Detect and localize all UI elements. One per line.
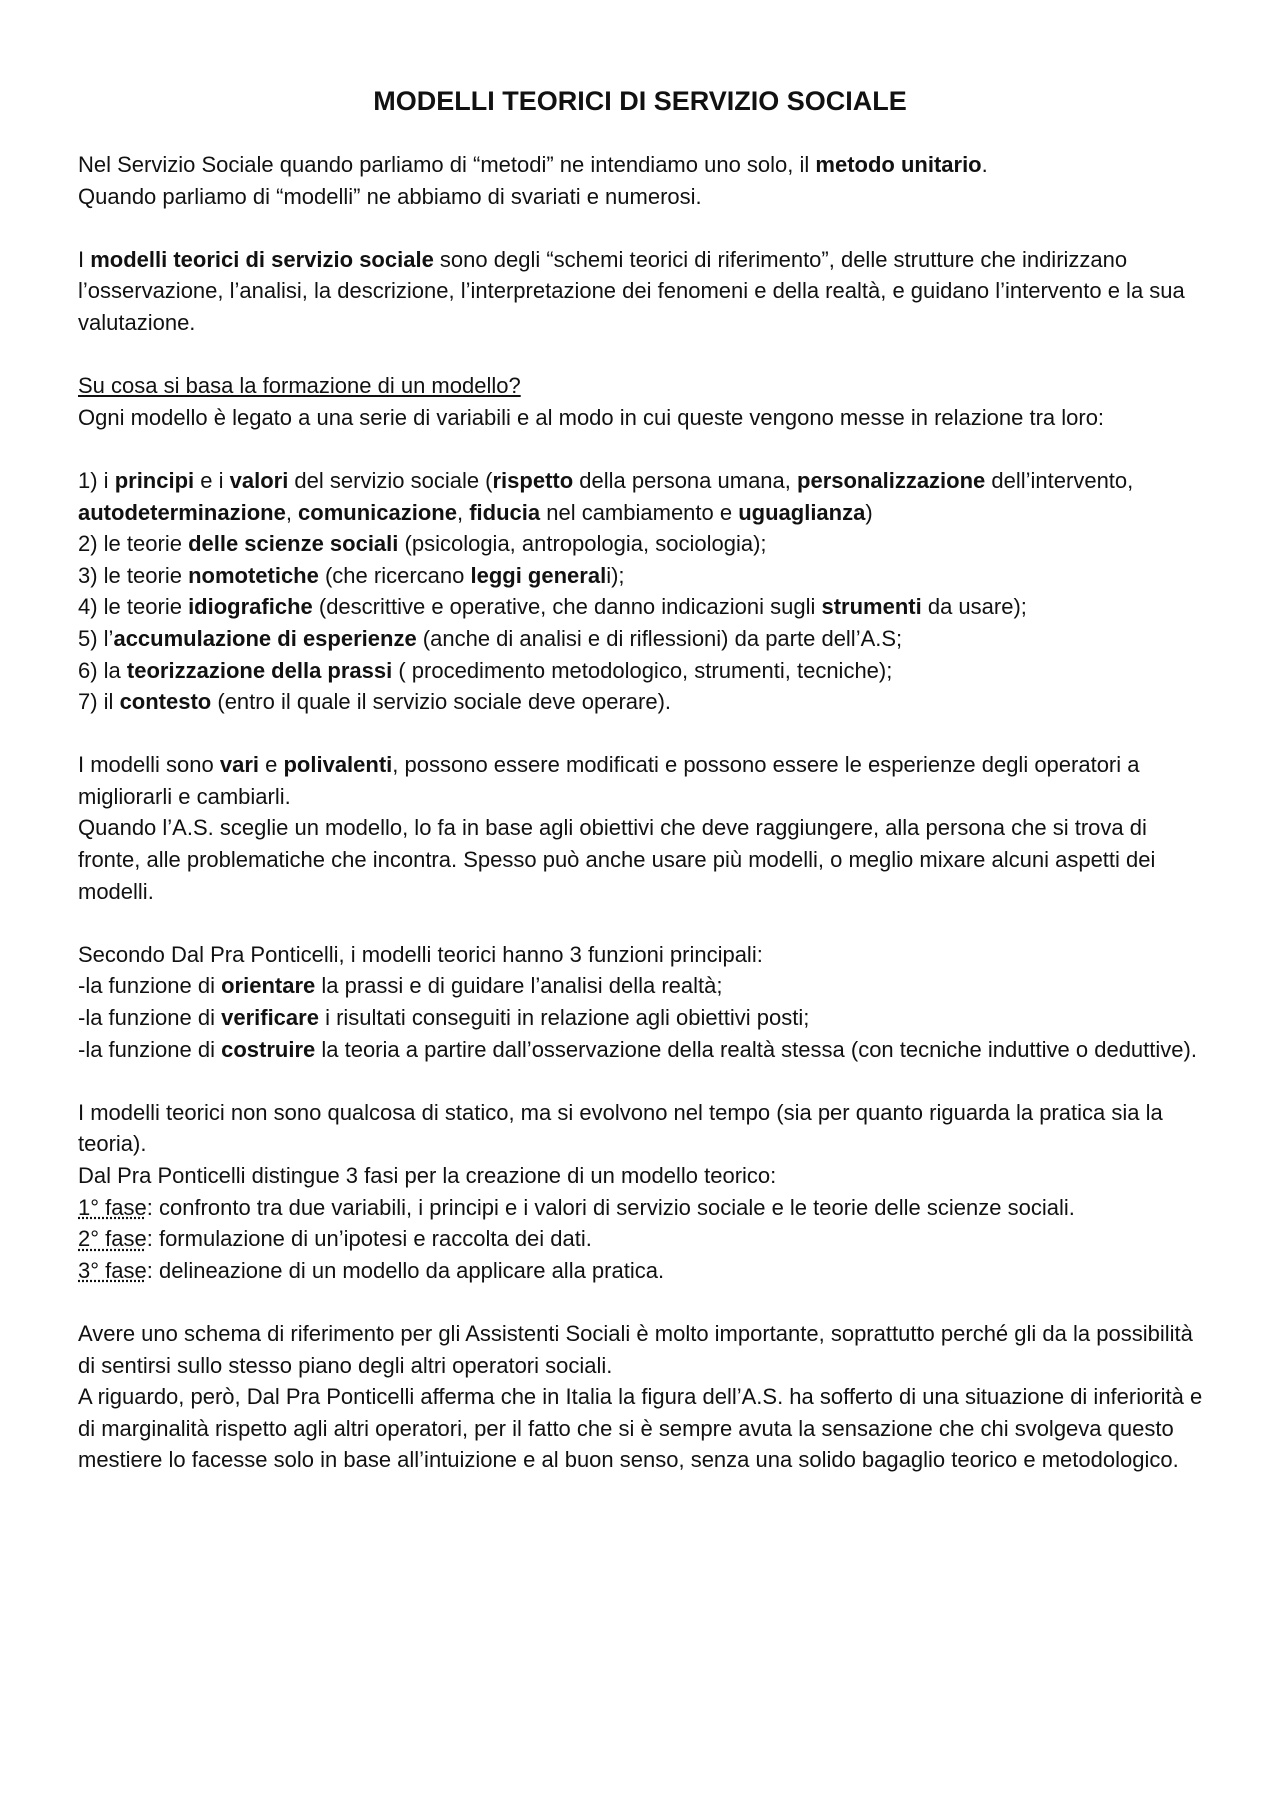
- text-run: I: [78, 246, 91, 272]
- section-heading: Su cosa si basa la formazione di un modello?: [78, 373, 521, 399]
- bold-text: modelli teorici di servizio sociale: [90, 246, 434, 272]
- list-item-3: 3) le teorie nomotetiche (che ricercano leggi generali);: [78, 562, 625, 588]
- phase-label: 2° fase: [78, 1226, 147, 1252]
- basis-paragraph: Ogni modello è legato a una serie di variabili e al modo in cui queste vengono messe in relazione tra loro:: [78, 404, 1105, 430]
- closing-paragraph-1: Avere uno schema di riferimento per gli Assistenti Sociali è molto importante, soprattutto perché gli da la possibilità di sentirsi sullo stesso piano degli altri operatori sociali.: [78, 1320, 1193, 1378]
- functions-intro: Secondo Dal Pra Ponticelli, i modelli teorici hanno 3 funzioni principali:: [78, 941, 763, 967]
- phase-item-2: 2° fase: formulazione di un’ipotesi e raccolta dei dati.: [78, 1226, 592, 1252]
- list-item-2: 2) le teorie delle scienze sociali (psicologia, antropologia, sociologia);: [78, 531, 767, 557]
- models-paragraph-2: Quando l’A.S. sceglie un modello, lo fa in base agli obiettivi che deve raggiungere, alla persona che si trova di fronte, alle problematiche che incontra. Spesso può anche usare più modelli, o meglio mixare alcuni aspetti dei modelli.: [78, 815, 1156, 904]
- phase-item-3: 3° fase: delineazione di un modello da applicare alla pratica.: [78, 1257, 665, 1283]
- bold-text: metodo unitario: [815, 152, 982, 177]
- intro-line-1: [78, 149, 1208, 181]
- intro-line-2: Quando parliamo di “modelli” ne abbiamo di svariati e numerosi.: [78, 183, 702, 209]
- function-item-1: -la funzione di orientare la prassi e di guidare l’analisi della realtà;: [78, 973, 723, 999]
- page-title: MODELLI TEORICI DI SERVIZIO SOCIALE: [373, 86, 907, 116]
- text-run: sono degli “schemi teorici di riferimento”, delle strutture che indirizzano l’osservazione, l’analisi, la descrizione, l’interpretazione dei fenomeni e della realtà, e guidano l’intervento e la sua valutazione.: [78, 246, 1185, 335]
- definition-paragraph: [78, 244, 1208, 339]
- closing-paragraph-2: A riguardo, però, Dal Pra Ponticelli afferma che in Italia la figura dell’A.S. ha sofferto di una situazione di inferiorità e di marginalità rispetto agli altri operatori, per il fatto che si è sempre avuta la sensazione che chi svolgeva questo mestiere lo facesse solo in base all’intuizione e al buon senso, senza una solido bagaglio teorico e metodologico.: [78, 1384, 1203, 1473]
- text-run: .: [981, 152, 988, 177]
- list-item-6: 6) la teorizzazione della prassi ( procedimento metodologico, strumenti, tecniche);: [78, 657, 893, 683]
- list-item-4: 4) le teorie idiografiche (descrittive e operative, che danno indicazioni sugli strumenti da usare);: [78, 594, 1027, 620]
- list-item-5: 5) l’accumulazione di esperienze (anche di analisi e di riflessioni) da parte dell’A.S;: [78, 625, 903, 651]
- list-item-7: 7) il contesto (entro il quale il servizio sociale deve operare).: [78, 689, 672, 715]
- text-run: Nel Servizio Sociale quando parliamo di “metodi” ne intendiamo uno solo, il: [78, 152, 816, 177]
- function-item-3: -la funzione di costruire la teoria a partire dall’osservazione della realtà stessa (con tecniche induttive o deduttive).: [78, 1036, 1197, 1062]
- phase-label: 1° fase: [78, 1194, 147, 1220]
- phases-paragraph-2: Dal Pra Ponticelli distingue 3 fasi per la creazione di un modello teorico:: [78, 1163, 777, 1188]
- document-body: [78, 149, 1208, 1476]
- phase-item-1: 1° fase: confronto tra due variabili, i principi e i valori di servizio sociale e le teorie delle scienze sociali.: [78, 1194, 1075, 1220]
- function-item-2: -la funzione di verificare i risultati conseguiti in relazione agli obiettivi posti;: [78, 1005, 810, 1031]
- models-paragraph-1: I modelli sono vari e polivalenti, possono essere modificati e possono essere le esperienze degli operatori a migliorarli e cambiarli.: [78, 752, 1140, 809]
- phase-label: 3° fase: [78, 1257, 147, 1283]
- phases-paragraph-1: I modelli teorici non sono qualcosa di statico, ma si evolvono nel tempo (sia per quanto riguarda la pratica sia la teoria).: [78, 1099, 1163, 1157]
- list-item-1: 1) i principi e i valori del servizio sociale (rispetto della persona umana, personalizzazione dell’intervento, autodeterminazione, comunicazione, fiducia nel cambiamento e uguaglianza): [78, 467, 1134, 525]
